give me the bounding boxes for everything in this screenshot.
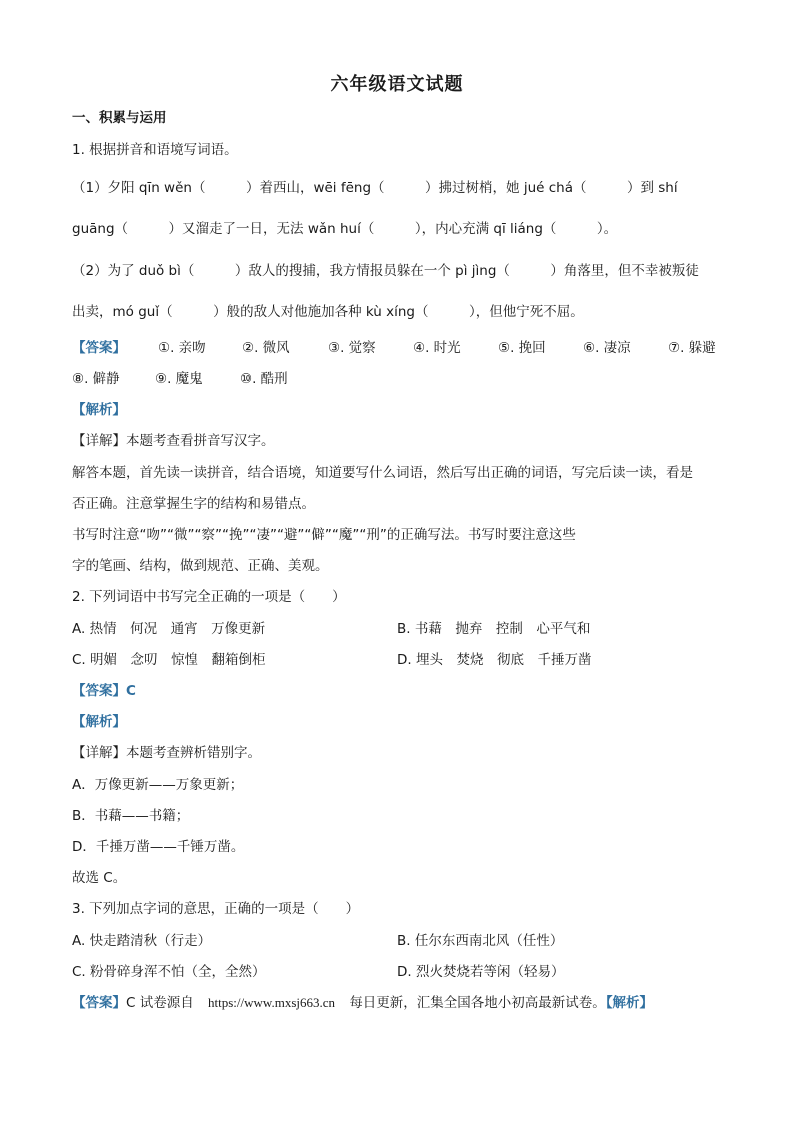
q1-part1-line1: （1）夕阳 qīn wěn（ ）着西山，wēi fēng（ ）拂过树梢，她 jué chá（ ）到 shí <box>72 180 678 196</box>
q1-explanation-line: 字的笔画、结构，做到规范、正确、美观。 <box>72 558 329 574</box>
q3-option-a: A. 快走踏清秋（行走） <box>72 933 212 949</box>
q3-option-b: B. 任尔东西南北风（任性） <box>397 933 564 949</box>
q2-answer: 【答案】C <box>72 683 136 699</box>
answer-item: ⑦. 躲避 <box>668 340 716 356</box>
q2-option-d: D. 埋头 焚烧 彻底 千捶万凿 <box>397 652 592 668</box>
answer-item: ⑧. 僻静 <box>72 371 120 387</box>
q2-explanation-line: A．万像更新——万象更新； <box>72 777 244 793</box>
answer-item: ②. 微风 <box>242 340 290 356</box>
answer-item: ④. 时光 <box>413 340 461 356</box>
q1-explanation-line: 书写时注意“吻”“微”“察”“挽”“凄”“避”“僻”“魔”“刑”的正确写法。书写时要注意这些 <box>72 527 576 543</box>
analysis-tag: 【解析】 <box>72 402 126 418</box>
source-notice: 每日更新，汇集全国各地小初高最新试卷。 <box>349 995 606 1011</box>
q1-stem: 1. 根据拼音和语境写词语。 <box>72 142 238 158</box>
q1-part2-line1: （2）为了 duǒ bì（ ）敌人的搜捕，我方情报员躲在一个 pì jìng（ ）角落里，但不幸被叛徒 <box>72 263 699 279</box>
analysis-tag: 【解析】 <box>605 995 654 1011</box>
section-heading: 一、积累与运用 <box>72 110 167 126</box>
q3-stem: 3. 下列加点字词的意思，正确的一项是（ ） <box>72 901 360 917</box>
page-title: 六年级语文试题 <box>330 74 464 95</box>
q1-part2-line2: 出卖，mó guǐ（ ）般的敌人对他施加各种 kù xíng（ ），但他宁死不屈。 <box>72 304 584 320</box>
q2-explanation-line: B．书藉——书籍； <box>72 808 190 824</box>
q3-answer-text: C 试卷源自 <box>126 995 194 1011</box>
q1-answer-row <box>72 339 732 357</box>
q1-explanation-line: 否正确。注意掌握生字的结构和易错点。 <box>72 496 315 512</box>
answer-item: ⑩. 酷刑 <box>240 371 288 387</box>
q2-option-c: C. 明媚 念叨 惊惶 翻箱倒柜 <box>72 652 266 668</box>
q3-option-d: D. 烈火焚烧若等闲（轻易） <box>397 964 565 980</box>
answer-tag: 【答案】 <box>72 995 126 1011</box>
source-link[interactable]: https://www.mxsj663.cn <box>208 995 336 1010</box>
q1-detail: 【详解】本题考查看拼音写汉字。 <box>72 433 275 449</box>
answer-item: ⑥. 凄凉 <box>583 340 631 356</box>
q3-answer-line <box>72 994 653 1012</box>
analysis-tag: 【解析】 <box>72 714 126 730</box>
q2-option-a: A. 热情 何况 通宵 万像更新 <box>72 621 266 637</box>
q1-explanation-line: 解答本题，首先读一读拼音，结合语境，知道要写什么词语，然后写出正确的词语，写完后读一读，看是 <box>72 465 693 481</box>
q3-option-c: C. 粉骨碎身浑不怕（全，全然） <box>72 964 266 980</box>
answer-item: ⑨. 魔鬼 <box>155 371 203 387</box>
answer-item: ①. 亲吻 <box>158 340 206 356</box>
q1-part1-line2: guāng（ ）又溜走了一日，无法 wǎn huí（ ），内心充满 qī liáng（ ）。 <box>72 221 618 237</box>
answer-item: ③. 觉察 <box>328 340 376 356</box>
answer-tag: 【答案】 <box>72 340 126 356</box>
q2-option-b: B. 书藉 抛弃 控制 心平气和 <box>397 621 591 637</box>
q2-stem: 2. 下列词语中书写完全正确的一项是（ ） <box>72 589 346 605</box>
q1-answer-row-2 <box>72 370 372 388</box>
answer-item: ⑤. 挽回 <box>498 340 546 356</box>
q2-detail: 【详解】本题考查辨析错别字。 <box>72 745 261 761</box>
q2-conclusion: 故选 C。 <box>72 870 127 886</box>
q2-explanation-line: D．千捶万凿——千锤万凿。 <box>72 839 245 855</box>
